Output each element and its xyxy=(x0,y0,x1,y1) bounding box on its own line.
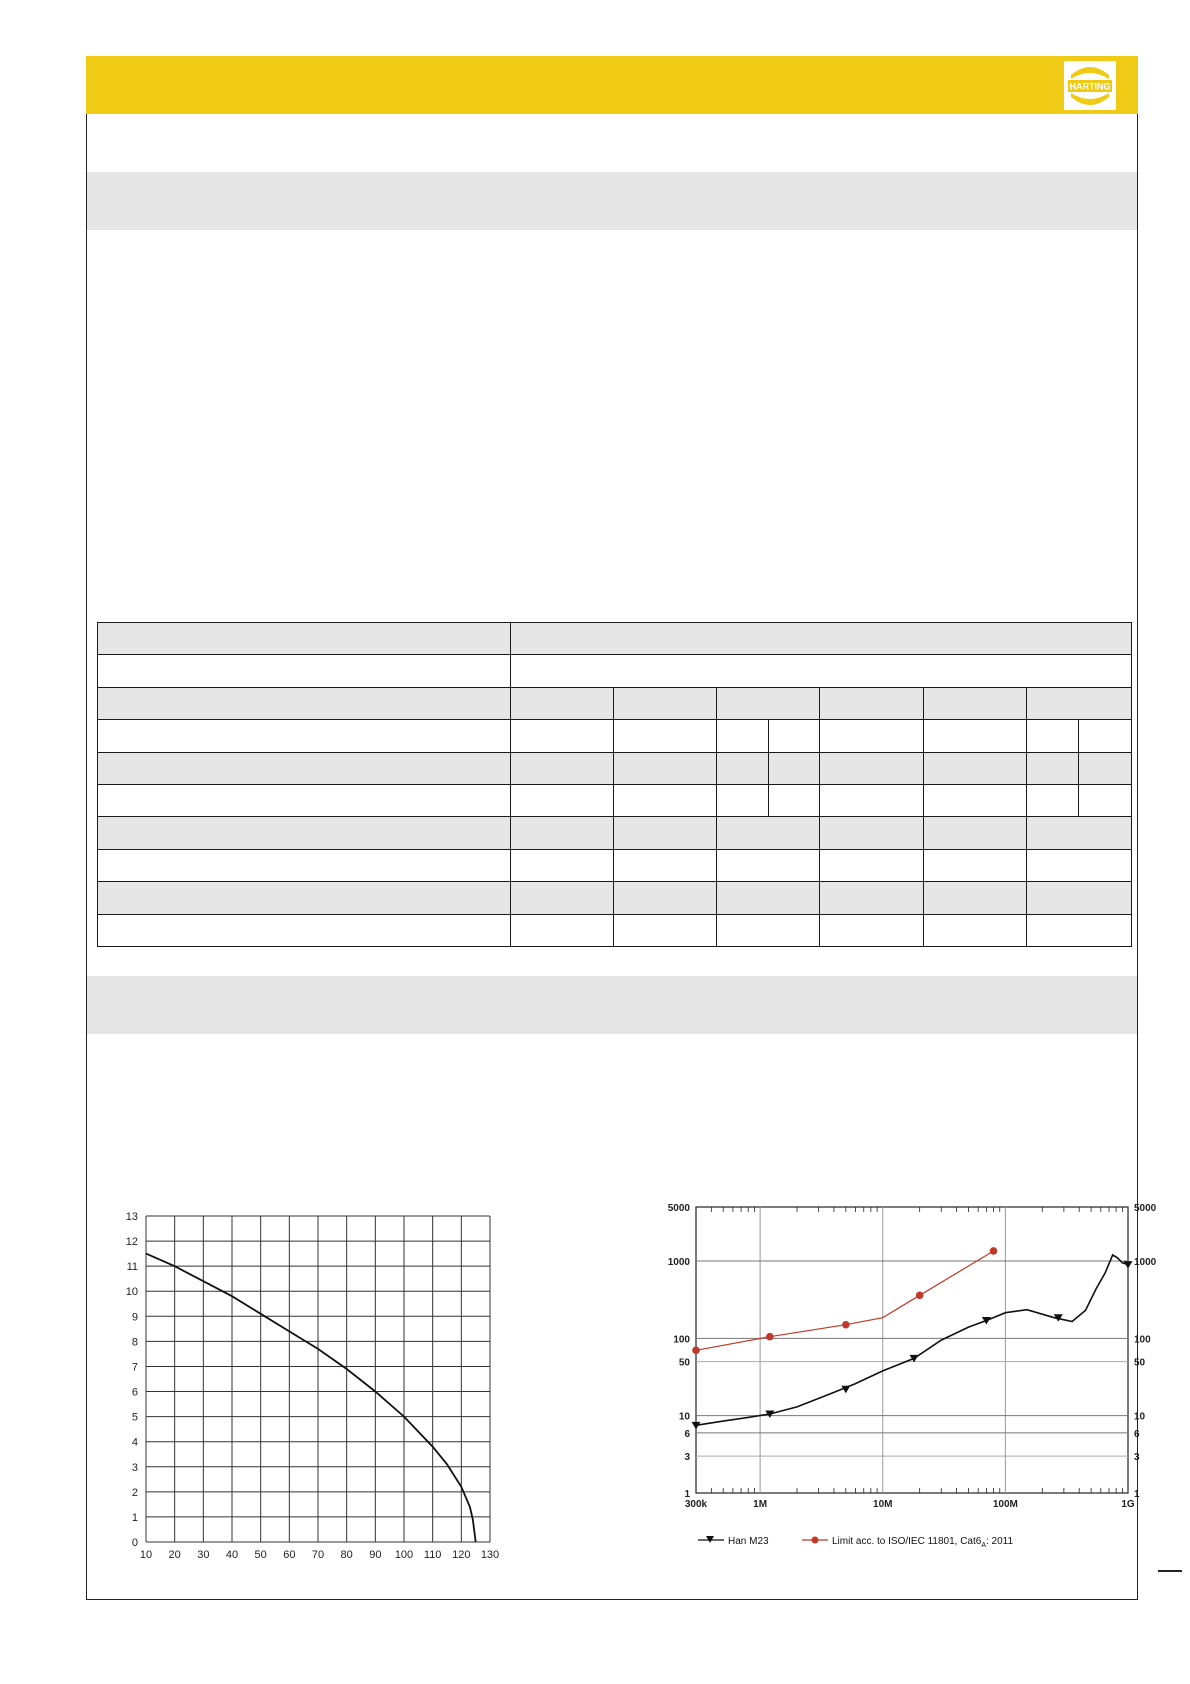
limit-marker xyxy=(990,1247,998,1255)
limit-marker xyxy=(692,1347,700,1355)
derating-x-tick-label: 130 xyxy=(480,1549,500,1561)
table-row xyxy=(98,623,1132,655)
emc-x-tick-label: 300k xyxy=(684,1499,708,1510)
derating-y-tick-label: 8 xyxy=(131,1336,138,1349)
emc-x-tick-label: 1M xyxy=(753,1499,768,1510)
derating-y-ticks xyxy=(126,1211,138,1549)
table-row xyxy=(98,784,1132,816)
table-row xyxy=(98,914,1132,946)
table-row xyxy=(98,849,1132,881)
emc-y-ticks-left xyxy=(668,1203,691,1500)
legend-han-label: Han M23 xyxy=(728,1536,769,1547)
emc-y-tick-label-left: 1000 xyxy=(667,1257,690,1269)
derating-grid xyxy=(146,1216,490,1542)
emc-y-tick-label-left: 1 xyxy=(684,1489,690,1500)
han-series-markers xyxy=(692,1261,1133,1429)
emc-grid xyxy=(696,1207,1128,1493)
section-band-bottom xyxy=(87,976,1137,1034)
emc-y-tick-label-right: 1000 xyxy=(1134,1257,1157,1269)
derating-x-tick-label: 30 xyxy=(197,1549,210,1561)
limit-marker xyxy=(916,1292,924,1300)
emc-y-tick-label-right: 50 xyxy=(1134,1357,1146,1369)
derating-x-ticks xyxy=(140,1549,499,1561)
derating-x-tick-label: 50 xyxy=(254,1549,267,1561)
spec-table xyxy=(97,622,1132,947)
emc-x-tick-label: 1G xyxy=(1121,1499,1135,1510)
legend-limit-label: Limit acc. to ISO/IEC 11801, $Cat6_A$: 2011 xyxy=(832,1536,1014,1549)
derating-y-tick-label: 9 xyxy=(131,1311,138,1324)
legend-limit-marker xyxy=(812,1537,819,1544)
limit-marker xyxy=(842,1321,850,1329)
derating-x-tick-label: 70 xyxy=(311,1549,325,1561)
emc-y-tick-label-right: 3 xyxy=(1134,1452,1140,1464)
emc-chart xyxy=(656,1196,1157,1560)
han-marker xyxy=(982,1317,991,1325)
table-row xyxy=(98,817,1132,849)
derating-x-tick-label: 100 xyxy=(394,1549,414,1561)
emc-y-tick-label-left: 50 xyxy=(678,1357,690,1369)
header-bar xyxy=(86,56,1138,114)
derating-y-tick-label: 5 xyxy=(131,1411,138,1424)
emc-y-tick-label-left: 6 xyxy=(684,1428,690,1440)
emc-x-ticks xyxy=(685,1499,1135,1510)
derating-y-tick-label: 4 xyxy=(131,1436,138,1449)
derating-x-tick-label: 40 xyxy=(225,1549,239,1561)
emc-y-tick-label-left: 3 xyxy=(684,1452,690,1464)
table-row xyxy=(98,720,1132,752)
section-band-top xyxy=(87,172,1137,230)
emc-y-tick-label-right: 100 xyxy=(1134,1334,1151,1346)
emc-y-tick-label-right: 6 xyxy=(1134,1428,1140,1440)
derating-y-tick-label: 1 xyxy=(131,1511,138,1524)
limit-marker xyxy=(766,1333,774,1341)
derating-y-tick-label: 11 xyxy=(126,1261,138,1274)
derating-x-tick-label: 20 xyxy=(168,1549,181,1561)
derating-x-tick-label: 90 xyxy=(369,1549,382,1561)
emc-y-tick-label-left: 100 xyxy=(673,1334,690,1346)
logo-text: HARTING xyxy=(1069,81,1111,92)
emc-x-tick-label: 100M xyxy=(992,1499,1018,1510)
han-series-line xyxy=(696,1255,1128,1425)
derating-chart xyxy=(112,1208,504,1568)
emc-y-tick-label-left: 10 xyxy=(678,1411,690,1423)
emc-x-tick-label: 10M xyxy=(873,1499,893,1510)
table-row xyxy=(98,882,1132,914)
table-row xyxy=(98,687,1132,719)
derating-y-tick-label: 3 xyxy=(131,1461,138,1474)
derating-y-tick-label: 10 xyxy=(125,1286,138,1299)
emc-y-tick-label-right: 5000 xyxy=(1134,1203,1157,1214)
table-row xyxy=(98,655,1132,687)
page-margin-mark xyxy=(1158,1570,1182,1572)
derating-x-tick-label: 80 xyxy=(340,1549,353,1561)
derating-x-tick-label: 10 xyxy=(139,1549,153,1561)
derating-y-tick-label: 6 xyxy=(131,1386,138,1399)
emc-legend xyxy=(698,1536,1013,1549)
table-row xyxy=(98,752,1132,784)
derating-y-tick-label: 7 xyxy=(131,1361,138,1374)
emc-y-tick-label-right: 1 xyxy=(1134,1489,1140,1500)
harting-logo xyxy=(1064,61,1116,110)
derating-x-tick-label: 110 xyxy=(423,1549,442,1561)
emc-y-tick-label-right: 10 xyxy=(1134,1411,1146,1423)
derating-x-tick-label: 60 xyxy=(283,1549,296,1561)
derating-y-tick-label: 2 xyxy=(131,1486,138,1499)
emc-plot-border xyxy=(696,1207,1128,1493)
derating-y-tick-label: 12 xyxy=(125,1236,138,1249)
emc-y-tick-label-left: 5000 xyxy=(667,1203,690,1214)
derating-x-tick-label: 120 xyxy=(452,1549,471,1561)
derating-y-tick-label: 0 xyxy=(131,1537,138,1549)
limit-series-line xyxy=(696,1251,994,1350)
derating-curve xyxy=(146,1254,476,1542)
derating-y-tick-label: 13 xyxy=(125,1211,138,1223)
